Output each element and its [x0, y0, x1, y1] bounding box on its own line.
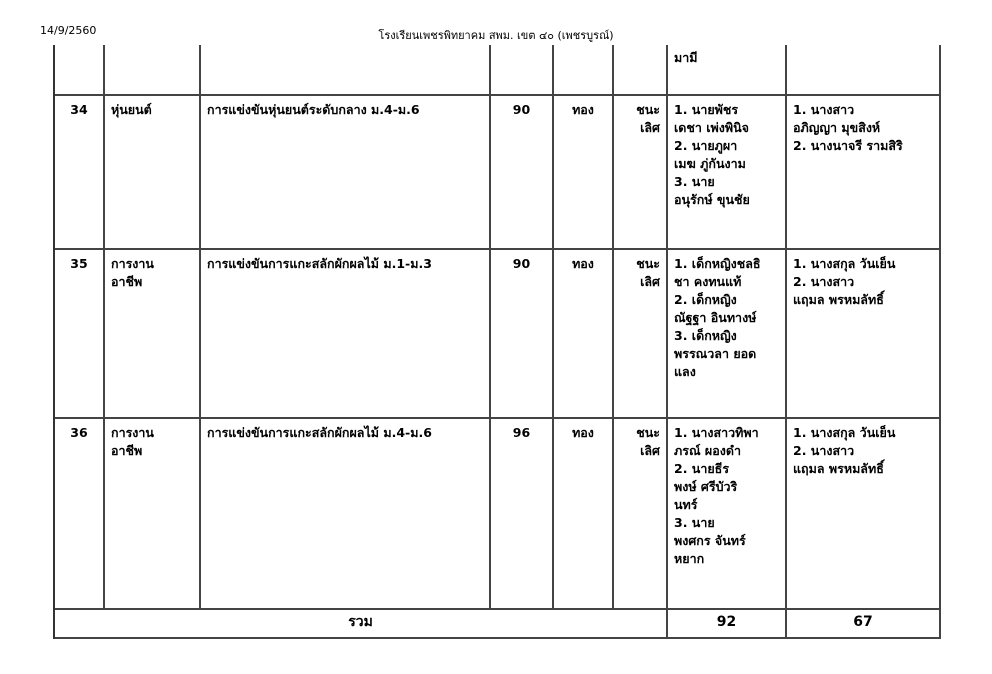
cell-score: 90 — [491, 96, 554, 250]
cell-teachers — [787, 45, 941, 96]
cell-teachers — [787, 419, 941, 610]
cell-score: 90 — [491, 250, 554, 419]
cell-result — [614, 419, 668, 610]
result-line: เลิศ — [640, 443, 660, 458]
student-line: 3. เด็กหญิง — [674, 328, 737, 343]
page-header-title: โรงเรียนเพชรพิทยาคม สพม. เขต ๔๐ (เพชรบูรณ์) — [378, 29, 614, 42]
student-line: ภรณ์ ผองดำ — [674, 443, 741, 458]
cell-medal: ทอง — [554, 250, 614, 419]
category-line: อาชีพ — [111, 274, 143, 289]
total-students: 92 — [668, 610, 787, 639]
teacher-line: 2. นางสาว — [793, 274, 855, 289]
cell-students — [668, 419, 787, 610]
result-line: ชนะ — [636, 102, 660, 117]
cell-no — [55, 45, 105, 96]
result-line: เลิศ — [640, 274, 660, 289]
cell-event: การแข่งขันการแกะสลักผักผลไม้ ม.4-ม.6 — [201, 419, 491, 610]
cell-category — [105, 250, 201, 419]
results-table — [53, 45, 941, 639]
table-row — [55, 96, 941, 250]
result-line: เลิศ — [640, 120, 660, 135]
student-line: เมฆ ภู่กันงาม — [674, 156, 746, 171]
cell-result — [614, 250, 668, 419]
category-line: หุ่นยนต์ — [111, 102, 152, 117]
teacher-line: แฤมล พรหมลัทธิ์ — [793, 292, 884, 307]
student-line: พงศกร จันทร์ — [674, 533, 746, 548]
teacher-line: แฤมล พรหมลัทธิ์ — [793, 461, 884, 476]
result-line: ชนะ — [636, 425, 660, 440]
cell-category — [105, 419, 201, 610]
result-line: ชนะ — [636, 256, 660, 271]
student-line: หยาก — [674, 551, 705, 566]
table-row-continuation — [55, 45, 941, 96]
total-label: รวม — [55, 610, 668, 639]
student-line: แลง — [674, 364, 696, 379]
cell-category — [105, 96, 201, 250]
student-line: 3. นาย — [674, 515, 715, 530]
student-line: 1. เด็กหญิงชลธิ — [674, 256, 761, 271]
print-date: 14/9/2560 — [40, 24, 97, 37]
cell-result — [614, 45, 668, 96]
table-row — [55, 419, 941, 610]
teacher-line: 2. นางนาจรี รามสิริ — [793, 138, 903, 153]
student-line: 2. เด็กหญิง — [674, 292, 737, 307]
total-teachers: 67 — [787, 610, 941, 639]
cell-event: การแข่งขันหุ่นยนต์ระดับกลาง ม.4-ม.6 — [201, 96, 491, 250]
student-line: 1. นางสาวทิพา — [674, 425, 759, 440]
cell-score — [491, 45, 554, 96]
cell-event — [201, 45, 491, 96]
student-line: 1. นายพัชร — [674, 102, 739, 117]
student-line: 2. นายธีร — [674, 461, 730, 476]
teacher-line: 2. นางสาว — [793, 443, 855, 458]
category-line: การงาน — [111, 425, 154, 440]
teacher-line: 1. นางสกุล วันเย็น — [793, 425, 896, 440]
cell-students — [668, 96, 787, 250]
cell-medal: ทอง — [554, 96, 614, 250]
cell-result — [614, 96, 668, 250]
student-line: พงษ์ ศรีบัวริ — [674, 479, 738, 494]
total-row — [55, 610, 941, 639]
teacher-line: 1. นางสกุล วันเย็น — [793, 256, 896, 271]
student-line: ชา คงทนแท้ — [674, 274, 742, 289]
cell-category — [105, 45, 201, 96]
cell-score: 96 — [491, 419, 554, 610]
cell-students — [668, 45, 787, 96]
cell-teachers — [787, 96, 941, 250]
cell-medal: ทอง — [554, 419, 614, 610]
cell-no: 35 — [55, 250, 105, 419]
category-line: การงาน — [111, 256, 154, 271]
student-line: พรรณวลา ยอด — [674, 346, 757, 361]
teacher-line: 1. นางสาว — [793, 102, 855, 117]
student-line: 3. นาย — [674, 174, 715, 189]
cell-medal — [554, 45, 614, 96]
student-line: อนุรักษ์ ขุนชัย — [674, 192, 750, 207]
teacher-line: อภิญญา มุขสิงห์ — [793, 120, 881, 135]
cell-no: 34 — [55, 96, 105, 250]
cell-teachers — [787, 250, 941, 419]
cell-no: 36 — [55, 419, 105, 610]
student-line: 2. นายภูผา — [674, 138, 738, 153]
student-line: มามี — [674, 50, 698, 65]
student-line: นทร์ — [674, 497, 698, 512]
cell-event: การแข่งขันการแกะสลักผักผลไม้ ม.1-ม.3 — [201, 250, 491, 419]
table-row — [55, 250, 941, 419]
cell-students — [668, 250, 787, 419]
student-line: ณัฐฐา อินทางษ์ — [674, 310, 757, 325]
category-line: อาชีพ — [111, 443, 143, 458]
student-line: เดชา เพ่งพินิจ — [674, 120, 749, 135]
